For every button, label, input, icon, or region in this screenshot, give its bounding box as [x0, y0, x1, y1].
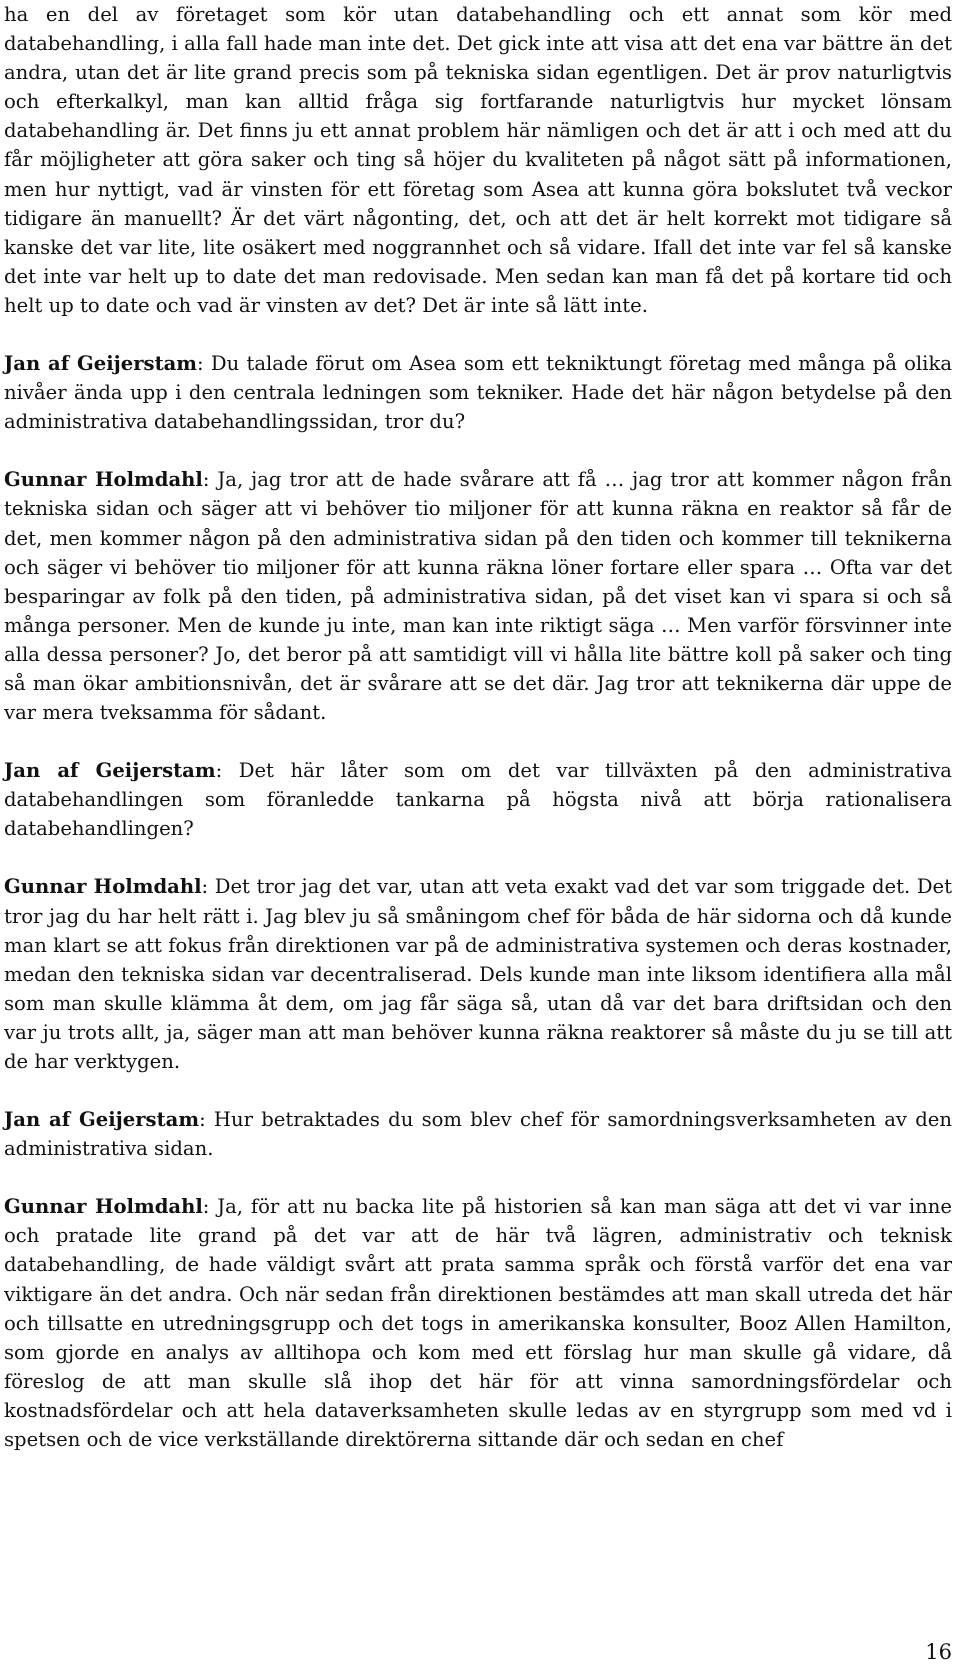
- document-page: [4, 0, 952, 1454]
- paragraph-6: [4, 1105, 952, 1163]
- paragraph-7: [4, 1192, 952, 1454]
- paragraph-3: [4, 465, 952, 727]
- paragraph-text: : Det här låter som om det var tillväxten på den administrativa databehandlingen som föranledde tankarna på högsta nivå att börja rationalisera databehandlingen?: [4, 759, 952, 841]
- paragraph-text: : Ja, för att nu backa lite på historien så kan man säga att det vi var inne och pratade lite grand på det var att de här två lägren, administrativ och teknisk databehandling, de hade väldigt svårt att prata samma språk och förstå varför det ena var viktigare än det andra. Och när sedan från direktionen bestämdes att man skall utreda det här och tillsatte en utredningsgrupp och det togs in amerikanska konsulter, Booz Allen Hamilton, som gjorde en analys av alltihopa och kom med ett förslag hur man skulle gå vidare, då föreslog de att man skulle slå ihop det här för att vinna samordningsfördelar och kostnadsfördelar och att hela dataverksamheten skulle ledas av en styrgrupp som med vd i spetsen och de vice verkställande direktörerna sittande där och sedan en chef: [4, 1195, 953, 1452]
- paragraph-text: ha en del av företaget som kör utan databehandling och ett annat som kör med databehandling, i alla fall hade man inte det. Det gick inte att visa att det ena var bättre än det andra, utan det är lite grand precis som på tekniska sidan egentligen. Det är prov naturligtvis och efterkalkyl, man kan alltid fråga sig fortfarande naturligtvis hur mycket lönsam databehandling är. Det finns ju ett annat problem här nämligen och det är att i och med att du får möjligheter att göra saker och ting så höjer du kvaliteten på något sätt på informationen, men hur nyttigt, vad är vinsten för ett företag som Asea att kunna göra bokslutet två veckor tidigare än manuellt? Är det värt någonting, det, och att det är helt korrekt mot tidigare så kanske det var lite, lite osäkert med noggrannhet och så vidare. Ifall det inte var fel så kanske det inte var helt up to date det man redovisade. Men sedan kan man få det på kortare tid och helt up to date och vad är vinsten av det? Det är inte så lätt inte.: [4, 3, 952, 317]
- speaker-name: Gunnar Holmdahl: [4, 875, 202, 899]
- page-number: 16: [925, 1640, 952, 1664]
- paragraph-5: [4, 872, 952, 1076]
- speaker-name: Jan af Geijerstam: [4, 352, 198, 376]
- speaker-name: Gunnar Holmdahl: [4, 468, 203, 492]
- paragraph-text: : Du talade förut om Asea som ett tekniktungt företag med många på olika nivåer ända upp i den centrala ledningen som tekniker. Hade det här någon betydelse på den administrativa databehandlingssidan, tror du?: [4, 352, 952, 434]
- speaker-name: Jan af Geijerstam: [4, 759, 216, 783]
- paragraph-4: [4, 756, 952, 843]
- paragraph-2: [4, 349, 952, 436]
- speaker-name: Gunnar Holmdahl: [4, 1195, 203, 1219]
- paragraph-text: : Det tror jag det var, utan att veta exakt vad det var som triggade det. Det tror jag du har helt rätt i. Jag blev ju så småningom chef för båda de här sidorna och då kunde man klart se att fokus från direktionen var på de administrativa systemen och deras kostnader, medan den tekniska sidan var decentraliserad. Dels kunde man inte liksom identifiera alla mål som man skulle klämma åt dem, om jag får säga så, utan då var det bara driftsidan och den var ju trots allt, ja, säger man att man behöver kunna räkna reaktorer så måste du ju se till att de har verktygen.: [4, 875, 953, 1073]
- paragraph-text: : Hur betraktades du som blev chef för samordningsverksamheten av den administrativa sidan.: [4, 1108, 953, 1161]
- speaker-name: Jan af Geijerstam: [4, 1108, 200, 1132]
- paragraph-text: : Ja, jag tror att de hade svårare att få … jag tror att kommer någon från tekniska sidan och säger att vi behöver tio miljoner för att kunna räkna en reaktor så får de det, men kommer någon på den administrativa sidan på den tiden och kommer till teknikerna och säger vi behöver tio miljoner för att kunna räkna löner fortare eller spara … Ofta var det besparingar av folk på den tiden, på administrativa sidan, på det viset kan vi spara si och så många personer. Men de kunde ju inte, man kan inte riktigt säga … Men varför försvinner inte alla dessa personer? Jo, det beror på att samtidigt vill vi hålla lite bättre koll på saker och ting så man ökar ambitionsnivån, det är svårare att se det där. Jag tror att teknikerna där uppe de var mera tveksamma för sådant.: [4, 468, 952, 725]
- paragraph-1: [4, 0, 952, 320]
